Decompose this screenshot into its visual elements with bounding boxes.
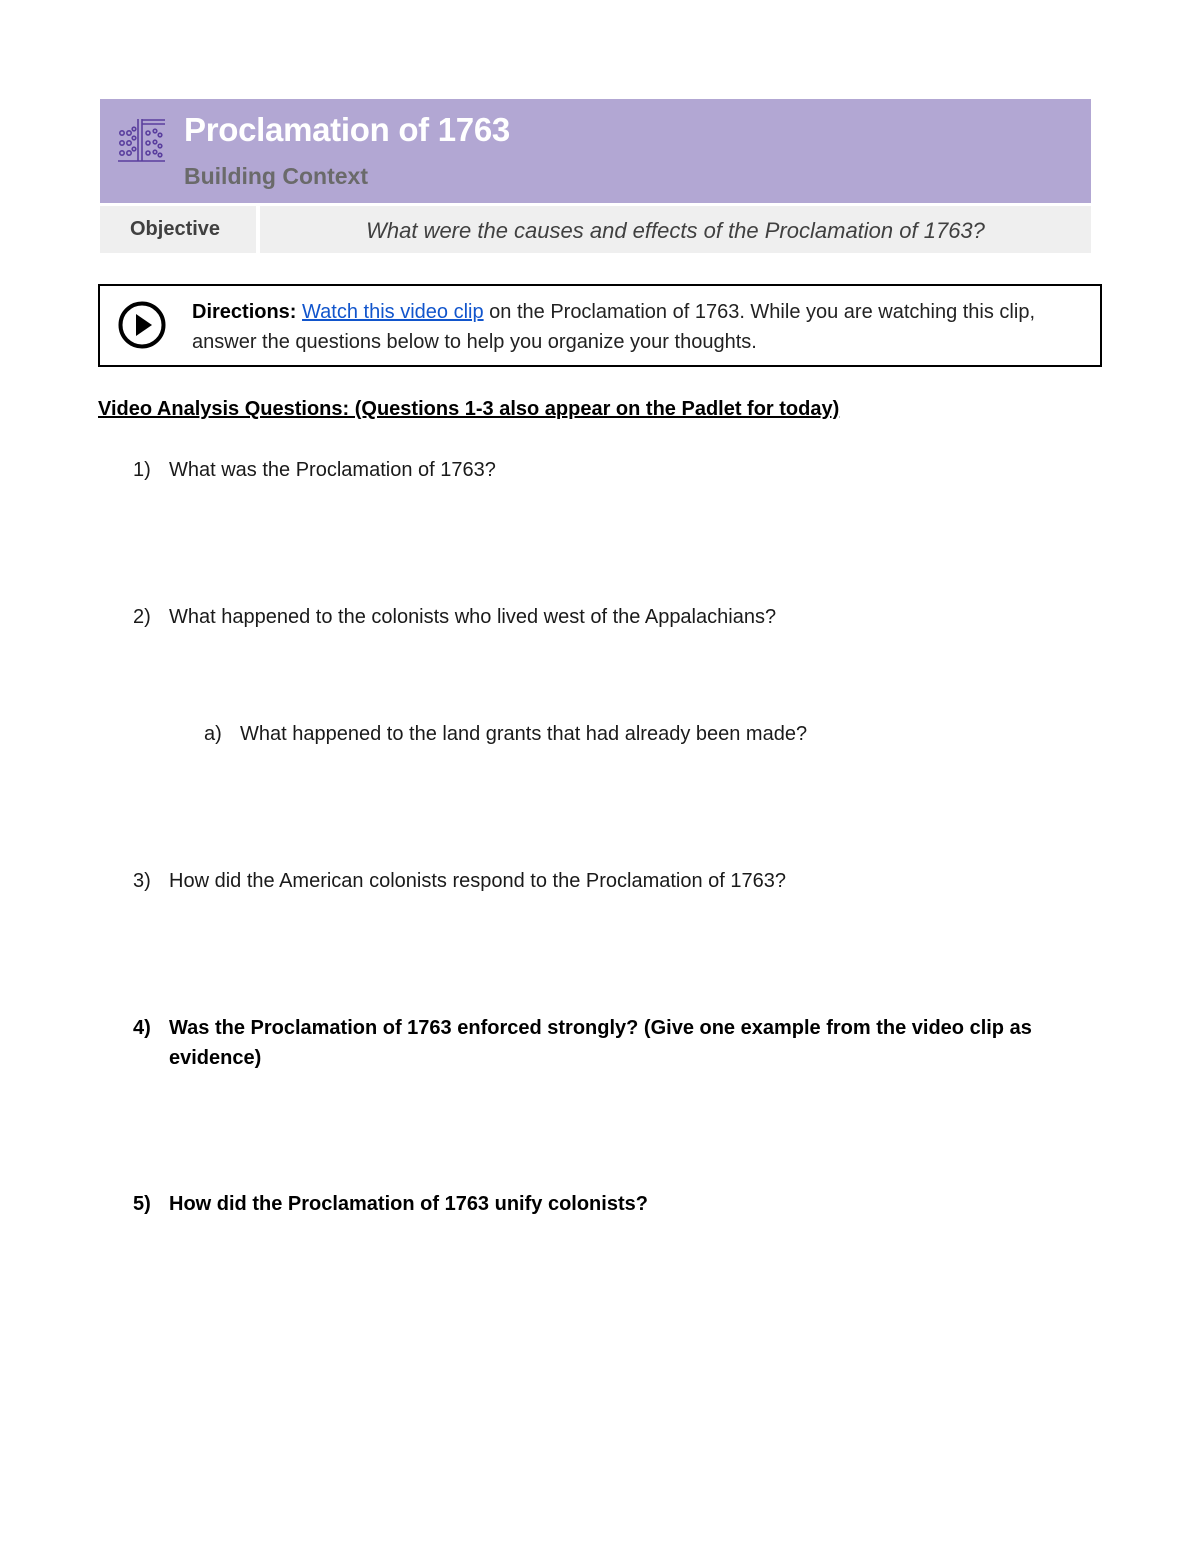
objective-row: [100, 206, 1091, 253]
question-number: 5): [133, 1193, 151, 1215]
question-number: 4): [133, 1017, 151, 1039]
video-clip-link[interactable]: Watch this video clip: [302, 301, 484, 323]
question-number: a): [204, 723, 222, 745]
directions-box: [98, 284, 1102, 367]
question-number: 1): [133, 459, 151, 481]
objective-label: Objective: [130, 218, 221, 240]
question-text: Was the Proclamation of 1763 enforced strongly? (Give one example from the video clip as evidence): [169, 1017, 1032, 1069]
section-heading: Video Analysis Questions: (Questions 1-3 also appear on the Padlet for today): [98, 398, 840, 420]
page-title: Proclamation of 1763: [184, 111, 510, 148]
objective-text-cell: [260, 206, 1091, 253]
objective-text: What were the causes and effects of the Proclamation of 1763?: [366, 218, 985, 243]
directions-label: Directions:: [192, 301, 297, 323]
directions-body: on the Proclamation of 1763. While you are watching this clip, answer the questions below to help you organize your thoughts.: [192, 301, 1035, 353]
question-item: [133, 1013, 1108, 1073]
question-number: 2): [133, 606, 151, 628]
page-subtitle: Building Context: [184, 163, 368, 189]
question-text: What was the Proclamation of 1763?: [169, 459, 496, 481]
directions-text: [192, 297, 1082, 357]
question-number: 3): [133, 870, 151, 892]
question-text: What happened to the land grants that had already been made?: [240, 723, 808, 745]
building-context-logo-icon: [118, 116, 166, 164]
objective-label-cell: [100, 206, 256, 253]
header-banner: [100, 99, 1091, 203]
question-text: What happened to the colonists who lived west of the Appalachians?: [169, 606, 777, 628]
question-text: How did the American colonists respond to the Proclamation of 1763?: [169, 870, 787, 892]
play-circle-icon: [117, 300, 167, 350]
question-text: How did the Proclamation of 1763 unify colonists?: [169, 1193, 648, 1215]
